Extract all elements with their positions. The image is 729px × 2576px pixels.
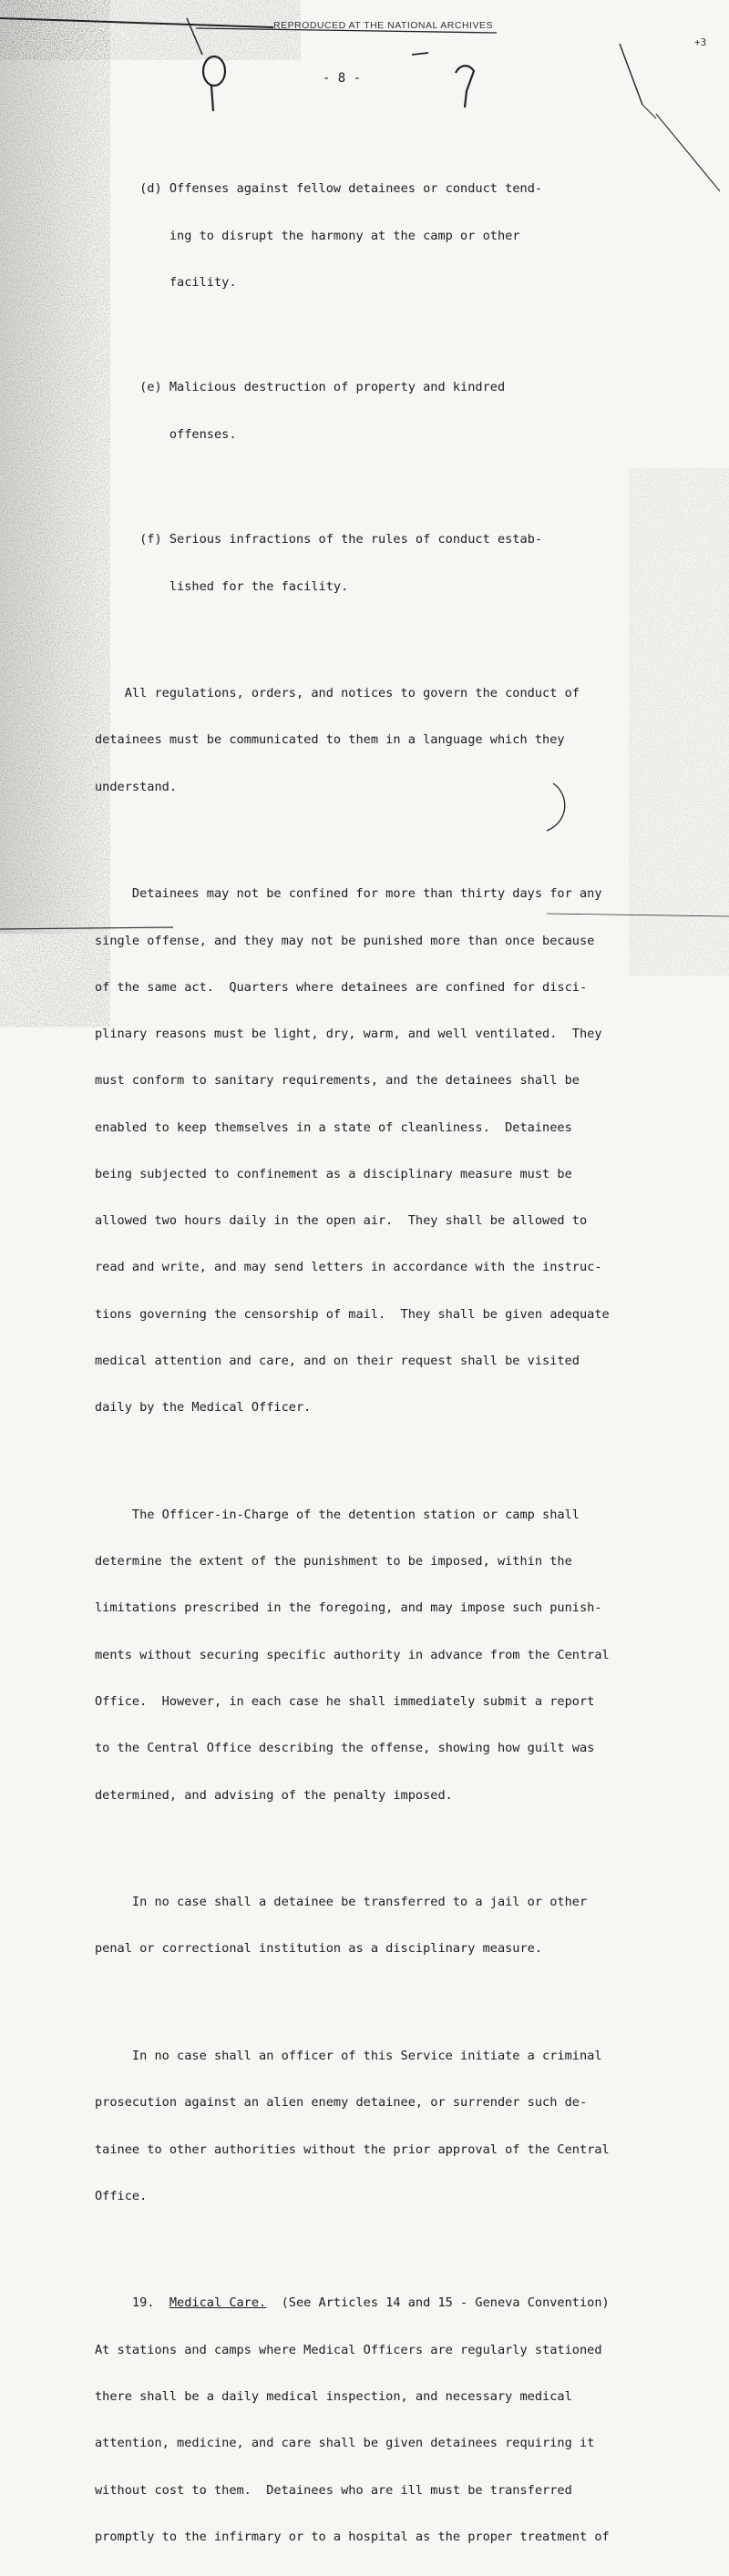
paragraph-line: daily by the Medical Officer. [95, 1400, 312, 1416]
paragraph-line: allowed two hours daily in the open air. They shall be allowed to [95, 1213, 588, 1229]
paragraph-line: without cost to them. Detainees who are ill must be transferred [95, 2482, 572, 2498]
list-item-f-line-1: (f) Serious infractions of the rules of conduct estab- [139, 532, 543, 547]
section-19-heading-line [95, 2295, 642, 2311]
list-item-e-line-2: offenses. [169, 426, 237, 442]
paragraph-line: determined, and advising of the penalty imposed. [95, 1787, 453, 1803]
paragraph-line: tions governing the censorship of mail. They shall be given adequate [95, 1306, 610, 1322]
list-item-d-line-1: (d) Offenses against fellow detainees or conduct tend- [139, 181, 543, 197]
paragraph-line: enabled to keep themselves in a state of cleanliness. Detainees [95, 1119, 572, 1135]
page-number: - 8 - [322, 71, 362, 86]
paragraph-line: read and write, and may send letters in accordance with the instruc- [95, 1260, 602, 1275]
paragraph-line: ments without securing specific authority in advance from the Central [95, 1647, 610, 1662]
paragraph-line: limitations prescribed in the foregoing, and may impose such punish- [95, 1600, 602, 1616]
paragraph-line: promptly to the infirmary or to a hospital as the proper treatment of [95, 2529, 610, 2544]
paragraph-line: single offense, and they may not be punished more than once because [95, 933, 595, 948]
list-item-d-line-2: ing to disrupt the harmony at the camp or other [169, 228, 520, 243]
paragraph-line: determine the extent of the punishment to be imposed, within the [95, 1554, 572, 1569]
paragraph-line: At stations and camps where Medical Officers are regularly stationed [95, 2342, 602, 2357]
section-number: 19. [95, 2295, 169, 2311]
paragraph-line: All regulations, orders, and notices to govern the conduct of [95, 686, 580, 701]
paragraph-line: understand. [95, 779, 178, 794]
paragraph-line: to the Central Office describing the offense, showing how guilt was [95, 1741, 595, 1756]
paragraph-line: of the same act. Quarters where detainees are confined for disci- [95, 979, 588, 995]
paragraph-line: detainees must be communicated to them in a language which they [95, 732, 565, 748]
paragraph-line: In no case shall a detainee be transferred to a jail or other [95, 1895, 588, 1910]
section-heading: Medical Care. [169, 2295, 267, 2311]
paragraph-line: Detainees may not be confined for more than thirty days for any [95, 886, 602, 902]
paragraph-line: Office. [95, 2188, 148, 2203]
list-item-d-line-3: facility. [169, 274, 237, 290]
section-reference: (See Articles 14 and 15 - Geneva Convention) [266, 2295, 610, 2311]
paragraph-line: penal or correctional institution as a disciplinary measure. [95, 1941, 543, 1957]
paragraph-line: attention, medicine, and care shall be given detainees requiring it [95, 2436, 595, 2451]
paragraph-line: prosecution against an alien enemy detainee, or surrender such de- [95, 2095, 588, 2111]
document-body [95, 135, 642, 2576]
archive-stamp: REPRODUCED AT THE NATIONAL ARCHIVES [273, 20, 493, 31]
paragraph-line: In no case shall an officer of this Service initiate a criminal [95, 2048, 602, 2063]
paragraph-line: must conform to sanitary requirements, and the detainees shall be [95, 1073, 580, 1089]
paragraph-line: The Officer-in-Charge of the detention station or camp shall [95, 1507, 580, 1522]
paragraph-line: Office. However, in each case he shall immediately submit a report [95, 1694, 595, 1709]
paragraph-line: plinary reasons must be light, dry, warm, and well ventilated. They [95, 1027, 602, 1042]
list-item-e-line-1: (e) Malicious destruction of property and kindred [139, 380, 506, 395]
svg-text:+3: +3 [694, 36, 707, 48]
paragraph-line: tainee to other authorities without the prior approval of the Central [95, 2142, 610, 2157]
paragraph-line: medical attention and care, and on their request shall be visited [95, 1354, 580, 1369]
list-item-f-line-2: lished for the facility. [169, 578, 349, 594]
paragraph-line: being subjected to confinement as a disciplinary measure must be [95, 1166, 572, 1181]
paragraph-line: there shall be a daily medical inspection, and necessary medical [95, 2388, 572, 2404]
